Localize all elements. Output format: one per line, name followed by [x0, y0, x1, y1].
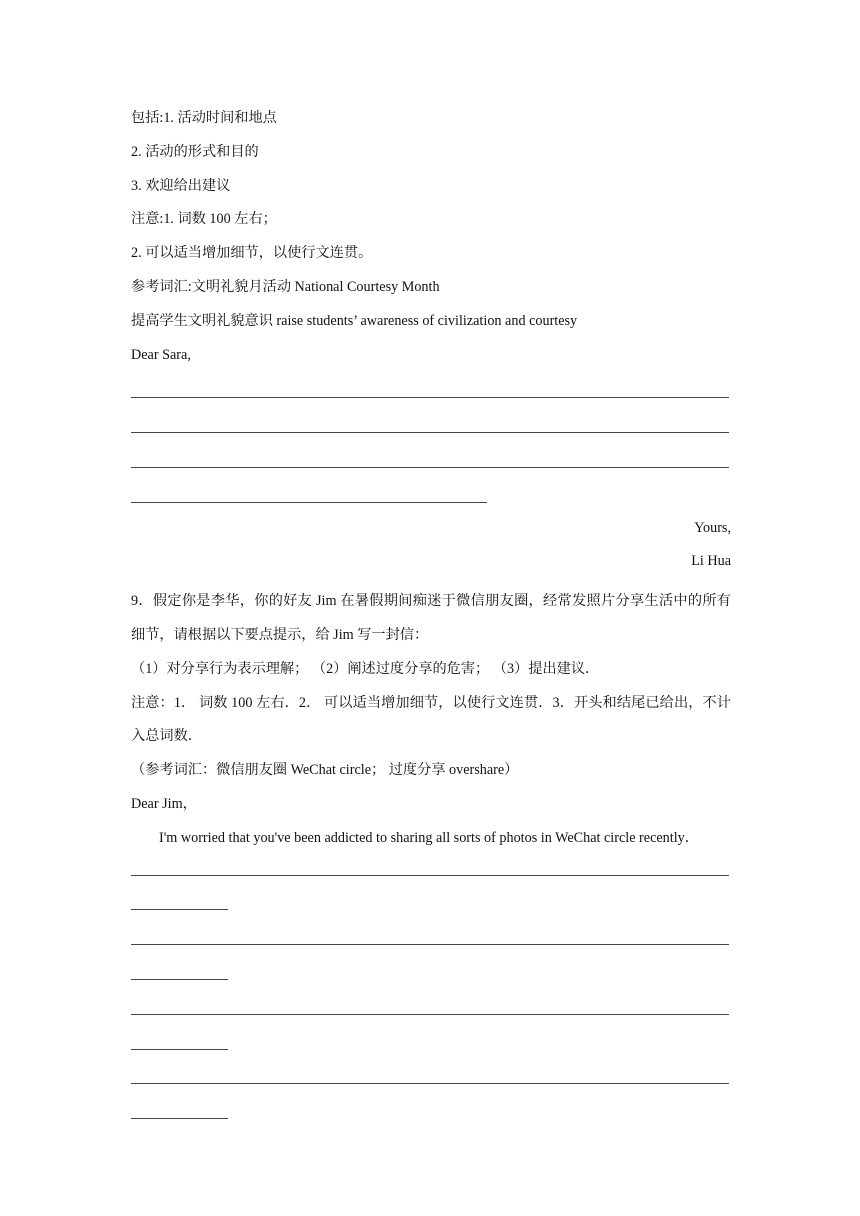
- answer-line[interactable]: [131, 448, 729, 468]
- include-point-3: 3. 欢迎给出建议: [131, 177, 231, 194]
- answer-line[interactable]: [131, 1030, 228, 1050]
- letter-closing: Yours,: [694, 519, 731, 536]
- answer-line[interactable]: [131, 413, 729, 433]
- question-9-prompt: 9．假定你是李华，你的好友 Jim 在暑假期间痴迷于微信朋友圈，经常发照片分享生活中的所有细节，请根据以下要点提示，给 Jim 写一封信：: [131, 593, 731, 643]
- vocabulary-line-2: 提高学生文明礼貌意识 raise students’ awareness of civilization and courtesy: [131, 312, 578, 329]
- answer-line[interactable]: [131, 1099, 228, 1119]
- letter-opening-sentence: I'm worried that you've been addicted to sharing all sorts of photos in WeChat circle recently．: [159, 829, 699, 846]
- answer-line[interactable]: [131, 925, 729, 945]
- letter-greeting: Dear Sara,: [131, 346, 191, 363]
- document-page: [131, 108, 731, 1134]
- answer-line[interactable]: [131, 483, 487, 503]
- question-9-vocabulary: （参考词汇：微信朋友圈 WeChat circle； 过度分享 overshare）: [131, 762, 519, 779]
- letter-signature: Li Hua: [691, 553, 731, 570]
- answer-line[interactable]: [131, 1064, 729, 1084]
- letter-greeting-jim: Dear Jim，: [131, 795, 197, 812]
- note-point-2: 2. 可以适当增加细节，以使行文连贯。: [131, 245, 373, 262]
- answer-line[interactable]: [131, 960, 228, 980]
- include-point-2: 2. 活动的形式和目的: [131, 143, 259, 160]
- note-point-1: 注意:1. 词数 100 左右；: [131, 211, 277, 228]
- answer-line[interactable]: [131, 378, 729, 398]
- answer-line[interactable]: [131, 856, 729, 876]
- include-point-1: 包括:1. 活动时间和地点: [131, 110, 277, 126]
- question-9-points: （1）对分享行为表示理解； （2）阐述过度分享的危害； （3）提出建议．: [131, 660, 600, 677]
- answer-line[interactable]: [131, 995, 729, 1015]
- question-9-note: 注意：1． 词数 100 左右．2． 可以适当增加细节，以使行文连贯．3．开头和结尾已给出，不计入总词数．: [131, 694, 731, 745]
- vocabulary-line-1: 参考词汇:文明礼貌月活动 National Courtesy Month: [131, 278, 440, 295]
- answer-line[interactable]: [131, 890, 228, 910]
